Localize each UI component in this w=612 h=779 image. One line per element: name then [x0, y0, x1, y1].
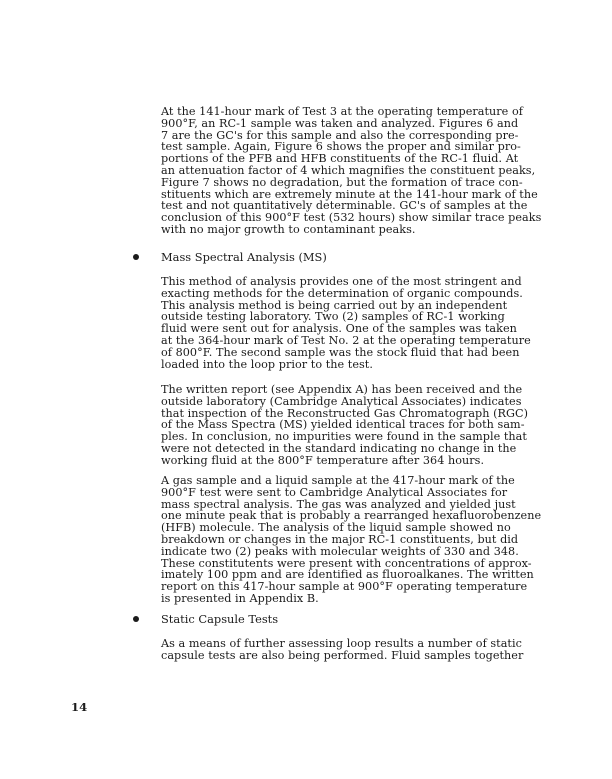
- text-line: outside testing laboratory. Two (2) samples of RC-1 working: [161, 310, 505, 324]
- bullet-icon: [133, 616, 139, 622]
- text-line: one minute peak that is probably a rearranged hexafluorobenzene: [161, 509, 542, 523]
- text-line: capsule tests are also being performed. Fluid samples together: [161, 648, 524, 662]
- section-heading-static-capsule: Static Capsule Tests: [161, 612, 279, 626]
- text-line: 7 are the GC's for this sample and also the corresponding pre-: [161, 128, 519, 142]
- text-line: test and not quantitatively determinable. GC's of samples at the: [161, 199, 528, 213]
- text-line: indicate two (2) peaks with molecular weights of 330 and 348.: [161, 544, 519, 558]
- text-line: were not detected in the standard indicating no change in the: [161, 441, 517, 455]
- paragraph-gas-liquid-sample: [161, 475, 543, 605]
- text-line: that inspection of the Reconstructed Gas Chromatograph (RGC): [161, 406, 529, 420]
- text-line: outside laboratory (Cambridge Analytical Associates) indicates: [161, 394, 522, 408]
- text-line: mass spectral analysis. The gas was analyzed and yielded just: [161, 497, 516, 511]
- text-line: at the 364-hour mark of Test No. 2 at the operating temperature: [161, 333, 531, 347]
- text-line: As a means of further assessing loop results a number of static: [161, 637, 522, 650]
- text-line: These constitutents were present with concentrations of approx-: [161, 556, 532, 570]
- text-line: ples. In conclusion, no impurities were found in the sample that: [161, 430, 527, 444]
- text-line: breakdown or changes in the major RC-1 constituents, but did: [161, 532, 519, 546]
- section-heading-mass-spectral: Mass Spectral Analysis (MS): [161, 250, 327, 264]
- text-line: Figure 7 shows no degradation, but the formation of trace con-: [161, 175, 523, 189]
- text-line: is presented in Appendix B.: [161, 591, 319, 605]
- text-line: This analysis method is being carried out by an independent: [161, 298, 508, 312]
- text-line: working fluid at the 800°F temperature after 364 hours.: [161, 453, 485, 467]
- text-line: At the 141-hour mark of Test 3 at the operating temperature of: [161, 105, 523, 118]
- text-line: This method of analysis provides one of the most stringent and: [161, 275, 522, 288]
- text-line: A gas sample and a liquid sample at the 417-hour mark of the: [161, 474, 515, 487]
- text-line: imately 100 ppm and are identified as fluoroalkanes. The written: [161, 568, 534, 582]
- paragraph-written-report: [161, 384, 543, 467]
- text-line: (HFB) molecule. The analysis of the liquid sample showed no: [161, 521, 511, 535]
- text-line: exacting methods for the determination of organic compounds.: [161, 286, 523, 300]
- text-line: stituents which are extremely minute at the 141-hour mark of the: [161, 187, 538, 201]
- text-line: with no major growth to contaminant peaks.: [161, 222, 416, 236]
- page-number: 14: [71, 700, 88, 714]
- paragraph-test3-results: [161, 106, 543, 236]
- text-line: loaded into the loop prior to the test.: [161, 357, 373, 371]
- text-line: of 800°F. The second sample was the stock fluid that had been: [161, 345, 520, 359]
- text-line: The written report (see Appendix A) has been received and the: [161, 383, 523, 396]
- text-line: fluid were sent out for analysis. One of the samples was taken: [161, 322, 517, 336]
- text-line: test sample. Again, Figure 6 shows the proper and similar pro-: [161, 140, 521, 154]
- bullet-icon: [133, 254, 139, 260]
- text-line: an attenuation factor of 4 which magnifies the constituent peaks,: [161, 163, 536, 177]
- text-line: portions of the PFB and HFB constituents of the RC-1 fluid. At: [161, 152, 519, 166]
- paragraph-static-capsule: [161, 638, 543, 662]
- text-line: 900°F test were sent to Cambridge Analytical Associates for: [161, 485, 508, 499]
- text-line: of the Mass Spectra (MS) yielded identical traces for both sam-: [161, 418, 525, 432]
- text-line: report on this 417-hour sample at 900°F operating temperature: [161, 580, 528, 594]
- text-line: 900°F, an RC-1 sample was taken and analyzed. Figures 6 and: [161, 116, 519, 130]
- paragraph-ms-method: [161, 276, 543, 370]
- text-line: conclusion of this 900°F test (532 hours) show similar trace peaks: [161, 211, 542, 225]
